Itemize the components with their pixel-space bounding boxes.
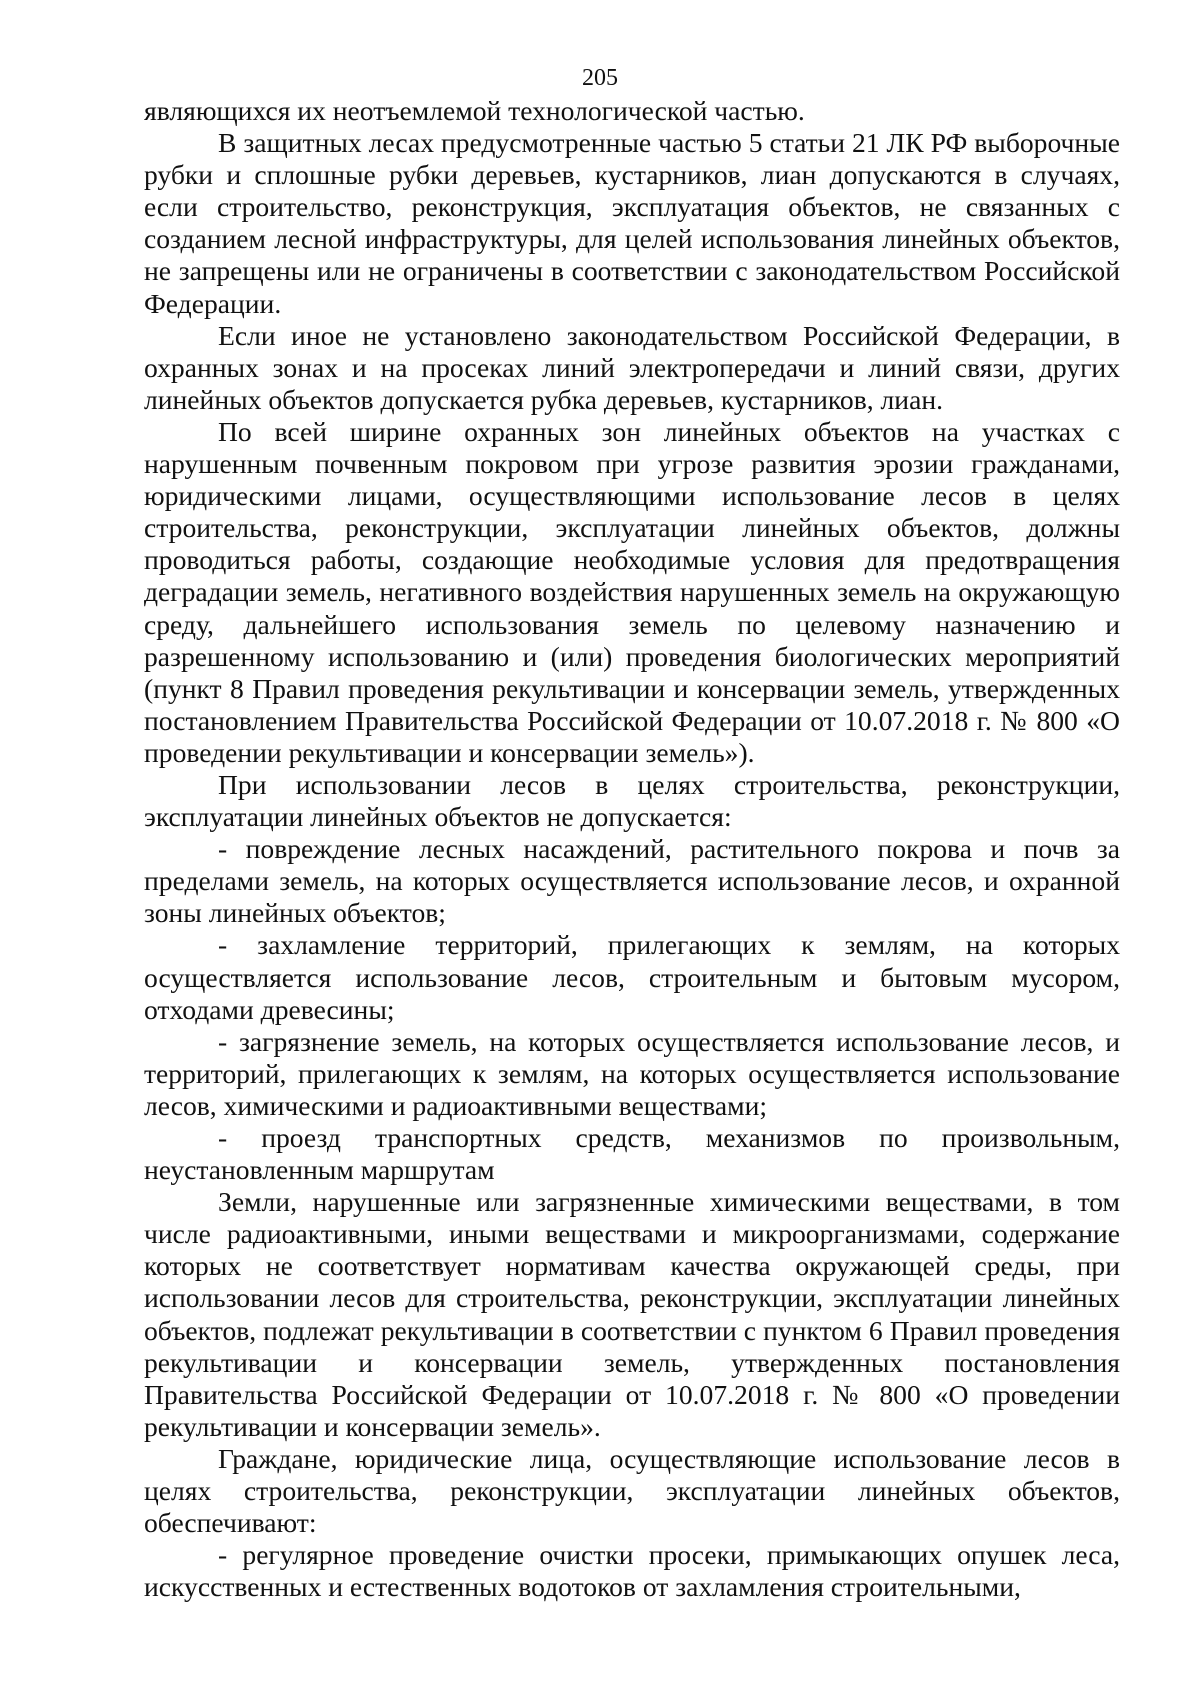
paragraph-obligations-intro: Граждане, юридические лица, осуществляющие использование лесов в целях строительства, реконструкции, эксплуатации линейных объектов, обеспечивают: xyxy=(144,1442,1120,1539)
paragraph-land-recultivation: Земли, нарушенные или загрязненные химическими веществами, в том числе радиоактивными, иными веществами и микроорганизмами, содержание которых не соответствует нормативам качества окружающей среды, при использовании лесов для строительства, реконструкции, эксплуатации линейных объектов, подлежат рекультивации в соответствии с пунктом 6 Правил проведения рекультивации и консервации земель, утвержденных постановления Правительства Российской Федерации от 10.07.2018 г. № 800 «О проведении рекультивации и консервации земель». xyxy=(144,1186,1120,1442)
page-number: 205 xyxy=(582,65,618,91)
paragraph-protective-forests: В защитных лесах предусмотренные частью 5 статьи 21 ЛК РФ выборочные рубки и сплошные рубки деревьев, кустарников, лиан допускаются в случаях, если строительство, реконструкция, эксплуатация объектов, не связанных с созданием лесной инфраструктуры, для целей использования линейных объектов, не запрещены или не ограничены в соответствии с законодательством Российской Федерации. xyxy=(144,127,1120,319)
list-item-damage: - повреждение лесных насаждений, растительного покрова и почв за пределами земель, на которых осуществляется использование лесов, и охранной зоны линейных объектов; xyxy=(144,833,1120,929)
paragraph-prohibitions-intro: При использовании лесов в целях строительства, реконструкции, эксплуатации линейных объектов не допускается: xyxy=(144,768,1120,833)
list-item-pollution: - загрязнение земель, на которых осуществляется использование лесов, и территорий, прилегающих к землям, на которых осуществляется использование лесов, химическими и радиоактивными веществами; xyxy=(144,1025,1120,1121)
list-item-vehicle-passage: - проезд транспортных средств, механизмов по произвольным, неустановленным маршрутам xyxy=(144,1122,1120,1186)
list-item-clearing: - регулярное проведение очистки просеки, примыкающих опушек леса, искусственных и естественных водотоков от захламления строительными, xyxy=(144,1539,1120,1603)
paragraph-erosion-works: По всей ширине охранных зон линейных объектов на участках с нарушенным почвенным покровом при угрозе развития эрозии гражданами, юридическими лицами, осуществляющими использование лесов в целях строительства, реконструкции, эксплуатации линейных объектов, должны проводиться работы, создающие необходимые условия для предотвращения деградации земель, негативного воздействия нарушенных земель на окружающую среду, дальнейшего использования земель по целевому назначению и разрешенному использованию и (или) проведения биологических мероприятий (пункт 8 Правил проведения рекультивации и консервации земель, утвержденных постановлением Правительства Российской Федерации от 10.07.2018 г. № 800 «О проведении рекультивации и консервации земель»). xyxy=(144,415,1120,768)
paragraph-continuation: являющихся их неотъемлемой технологической частью. xyxy=(144,95,805,126)
paragraph-protection-zones: Если иное не установлено законодательством Российской Федерации, в охранных зонах и на просеках линий электропередачи и линий связи, других линейных объектов допускается рубка деревьев, кустарников, лиан. xyxy=(144,319,1120,415)
list-item-littering: - захламление территорий, прилегающих к землям, на которых осуществляется использование лесов, строительным и бытовым мусором, отходами древесины; xyxy=(144,929,1120,1025)
document-body xyxy=(144,95,1120,1603)
